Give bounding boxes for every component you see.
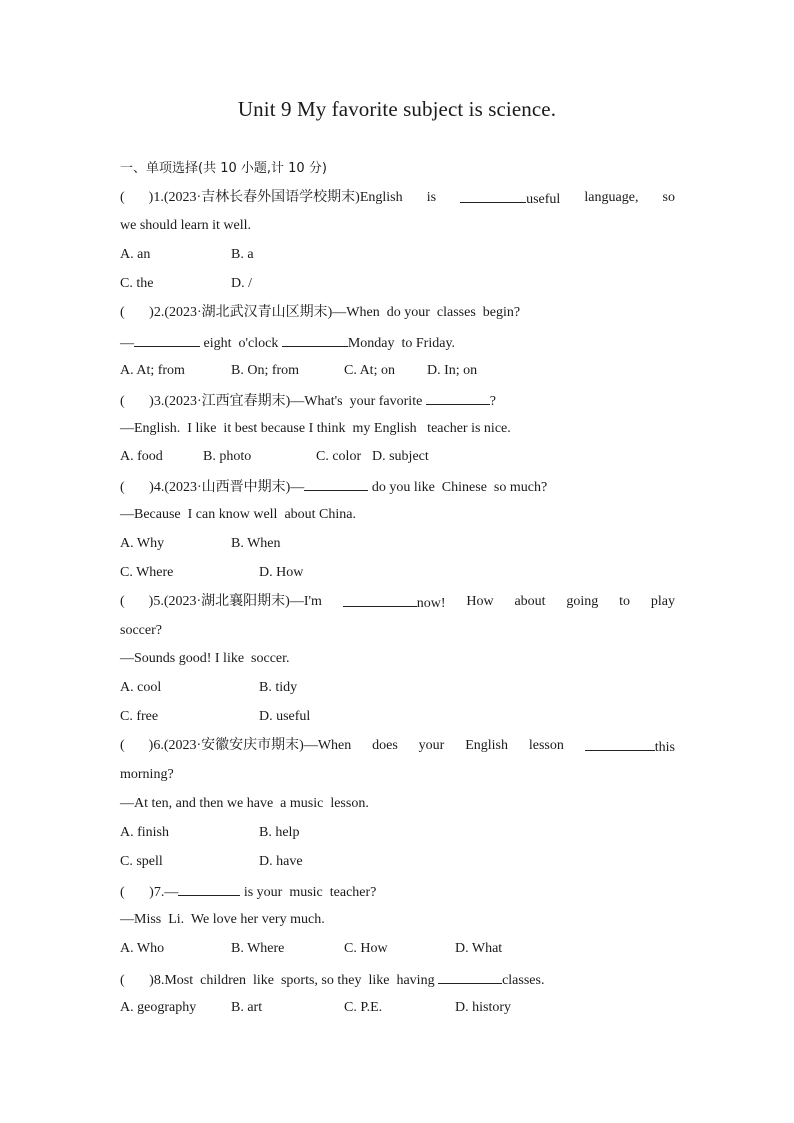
option-a[interactable]: A. geography [120, 1000, 197, 1015]
question-2-stem: ( )2.(2023·湖北武汉青山区期末)—When do your classes begin? [120, 305, 521, 320]
option-a[interactable]: A. Why [120, 536, 165, 551]
question-6-reply: —At ten, and then we have a music lesson. [120, 796, 369, 811]
option-c[interactable]: C. color [316, 449, 362, 464]
section-heading: 一、单项选择(共 10 小题,计 10 分) [120, 161, 327, 176]
word: lesson [528, 738, 564, 753]
option-b[interactable]: B. a [231, 247, 254, 262]
option-c[interactable]: C. free [120, 709, 159, 724]
word: going [566, 594, 599, 609]
answer-blank[interactable] [178, 882, 240, 896]
answer-blank[interactable] [134, 333, 200, 347]
word: English [465, 738, 508, 753]
option-d[interactable]: D. What [455, 941, 503, 956]
option-d[interactable]: D. In; on [427, 363, 478, 378]
option-b[interactable]: B. On; from [231, 363, 300, 378]
question-2-reply: — eight o'clock Monday to Friday. [120, 333, 675, 353]
word: about [514, 594, 546, 609]
option-c[interactable]: C. Where [120, 565, 174, 580]
question-4-reply: —Because I can know well about China. [120, 507, 356, 522]
answer-blank[interactable] [343, 593, 417, 607]
option-a[interactable]: A. food [120, 449, 163, 464]
option-d[interactable]: D. subject [372, 449, 429, 464]
option-d[interactable]: D. useful [259, 709, 311, 724]
option-a[interactable]: A. Who [120, 941, 165, 956]
option-b[interactable]: B. When [231, 536, 281, 551]
option-d[interactable]: D. have [259, 854, 303, 869]
option-d[interactable]: D. / [231, 276, 252, 291]
option-c[interactable]: C. P.E. [344, 1000, 383, 1015]
question-4-stem: ( )4.(2023·山西晋中期末)— do you like Chinese so much? [120, 477, 675, 497]
word: your [418, 738, 445, 753]
option-b[interactable]: B. Where [231, 941, 285, 956]
option-c[interactable]: C. At; on [344, 363, 395, 378]
question-8-stem: ( )8.Most children like sports, so they like having classes. [120, 970, 675, 990]
answer-bracket: ( )5.(2023·湖北襄阳期末)—I'm [120, 594, 322, 609]
option-d[interactable]: D. How [259, 565, 304, 580]
question-6-line-2: morning? [120, 767, 174, 782]
word: useful [460, 189, 560, 209]
word: is [426, 190, 437, 205]
option-a[interactable]: A. At; from [120, 363, 185, 378]
option-b[interactable]: B. tidy [259, 680, 298, 695]
option-b[interactable]: B. photo [203, 449, 252, 464]
question-3-stem: ( )3.(2023·江西宜春期末)—What's your favorite ? [120, 391, 675, 411]
word: this [585, 737, 675, 757]
question-3-reply: —English. I like it best because I think my English teacher is nice. [120, 421, 511, 436]
answer-bracket: ( )6.(2023·安徽安庆市期末)—When [120, 738, 352, 753]
answer-blank[interactable] [282, 333, 348, 347]
option-c[interactable]: C. How [344, 941, 388, 956]
option-c[interactable]: C. the [120, 276, 154, 291]
option-c[interactable]: C. spell [120, 854, 163, 869]
question-7-stem: ( )7.— is your music teacher? [120, 882, 675, 902]
word: play [650, 594, 675, 609]
word: so [662, 190, 675, 205]
question-1-line-1 [120, 189, 675, 209]
answer-blank[interactable] [585, 737, 655, 751]
word: to [619, 594, 631, 609]
option-b[interactable]: B. art [231, 1000, 263, 1015]
page-title: Unit 9 My favorite subject is science. [237, 97, 557, 121]
option-a[interactable]: A. an [120, 247, 151, 262]
word: now! [343, 593, 446, 613]
option-b[interactable]: B. help [259, 825, 300, 840]
question-5-line-2: soccer? [120, 623, 162, 638]
answer-blank[interactable] [304, 477, 368, 491]
option-a[interactable]: A. cool [120, 680, 162, 695]
question-5-line-1 [120, 593, 675, 613]
answer-blank[interactable] [460, 189, 526, 203]
answer-blank[interactable] [438, 970, 502, 984]
question-7-reply: —Miss Li. We love her very much. [120, 912, 325, 927]
option-a[interactable]: A. finish [120, 825, 169, 840]
word: How [466, 594, 494, 609]
answer-blank[interactable] [426, 391, 490, 405]
word: language, [584, 190, 639, 205]
answer-bracket: ( )1.(2023·吉林长春外国语学校期末)English [120, 190, 403, 205]
word: does [372, 738, 398, 753]
question-6-line-1 [120, 737, 675, 757]
question-1-line-2: we should learn it well. [120, 218, 252, 233]
option-d[interactable]: D. history [455, 1000, 511, 1015]
question-5-reply: —Sounds good! I like soccer. [120, 651, 290, 666]
